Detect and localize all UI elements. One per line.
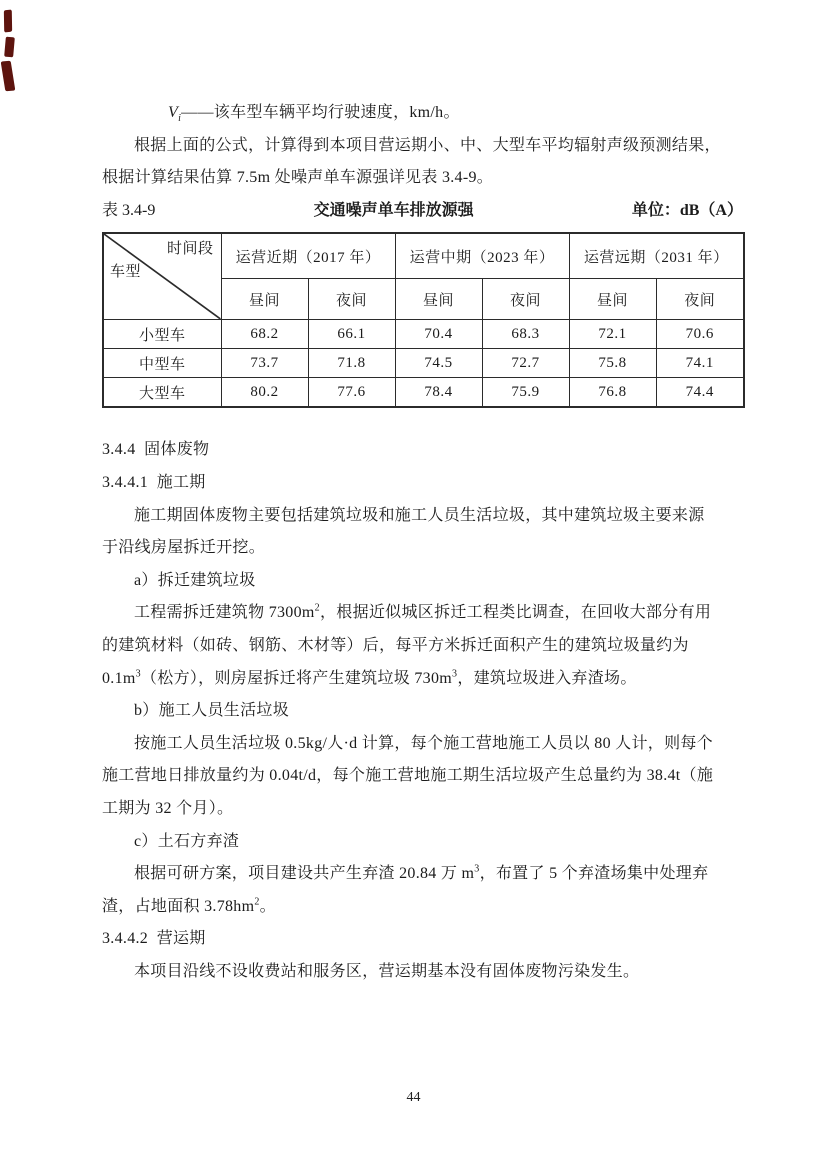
scan-artifact-marks: [0, 0, 20, 100]
item-c-heading: c）土石方弃渣: [134, 832, 240, 850]
row-label: 大型车: [103, 378, 221, 408]
intro-line-1: 根据上面的公式，计算得到本项目营运期小、中、大型车平均辐射声级预测结果，: [134, 136, 721, 154]
subheader-night: 夜间: [656, 279, 744, 320]
item-b-line-3: 工期为 32 个月）。: [102, 799, 234, 817]
cell-value: 77.6: [308, 378, 395, 408]
scan-artifact-mark: [1, 61, 16, 91]
table-caption: [102, 195, 743, 228]
cell-value: 70.6: [656, 320, 744, 349]
cell-value: 75.8: [569, 349, 656, 378]
table-label: 表 3.4-9: [102, 201, 156, 219]
subheader-night: 夜间: [308, 279, 395, 320]
section-heading-3-4-4: 3.4.4 固体废物: [102, 441, 210, 459]
construction-waste-line-2: 于沿线房屋拆迁开挖。: [102, 539, 266, 557]
operation-period-line: 本项目沿线不设收费站和服务区，营运期基本没有固体废物污染发生。: [134, 962, 640, 980]
cell-value: 71.8: [308, 349, 395, 378]
cell-value: 68.2: [221, 320, 308, 349]
table-corner-cell: [103, 233, 221, 320]
item-a-line-3: $0.1m^3$（松方），则房屋拆迁将产生建筑垃圾 $730m^3$，建筑垃圾进入弃渣场。: [102, 668, 637, 687]
page-number: 44: [406, 1090, 421, 1105]
section-heading-3-4-4-1: 3.4.4.1 施工期: [102, 473, 206, 491]
noise-emission-table: [102, 232, 745, 408]
subheader-day: 昼间: [395, 279, 482, 320]
cell-value: 74.4: [656, 378, 744, 408]
subheader-day: 昼间: [221, 279, 308, 320]
intro-line-2: 根据计算结果估算 7.5m 处噪声单车源强详见表 3.4-9。: [102, 169, 494, 187]
row-label: 中型车: [103, 349, 221, 378]
item-c-line-1: 根据可研方案，项目建设共产生弃渣 20.84 万 $m^3$，布置了 5 个弃渣场集中处理弃: [134, 863, 709, 883]
table-row-large-vehicle: [103, 378, 744, 408]
table-title: 交通噪声单车排放源强: [313, 201, 474, 219]
corner-label-time: 时间段: [166, 241, 214, 258]
formula-variable-note: $V_i——$该车型车辆平均行驶速度，km/h。: [168, 104, 460, 125]
cell-value: 72.1: [569, 320, 656, 349]
scan-artifact-mark: [4, 9, 12, 32]
item-b-line-2: 施工营地日排放量约为 0.04t/d，每个施工营地施工期生活垃圾产生总量约为 38.4t（施: [102, 767, 714, 785]
table-header-periods: [103, 233, 744, 278]
cell-value: 74.5: [395, 349, 482, 378]
page-content: [102, 0, 743, 988]
cell-value: 80.2: [221, 378, 308, 408]
item-a-heading: a）拆迁建筑垃圾: [134, 571, 256, 589]
period-header: 运营近期（2017 年）: [221, 233, 395, 278]
item-a-line-2: 的建筑材料（如砖、钢筋、木材等）后，每平方米拆迁面积产生的建筑垃圾量约为: [102, 636, 689, 654]
item-b-line-1: 按施工人员生活垃圾 0.5kg/人·d 计算，每个施工营地施工人员以 80 人计，则每个: [134, 734, 713, 752]
period-header: 运营中期（2023 年）: [395, 233, 569, 278]
construction-waste-line-1: 施工期固体废物主要包括建筑垃圾和施工人员生活垃圾，其中建筑垃圾主要来源: [134, 506, 705, 524]
scan-artifact-mark: [4, 37, 15, 58]
cell-value: 70.4: [395, 320, 482, 349]
item-c-line-2: 渣，占地面积 $3.78hm^2$。: [102, 896, 276, 915]
section-heading-3-4-4-2: 3.4.4.2 营运期: [102, 930, 206, 948]
table-unit-label: 单位：dB（A）: [631, 201, 743, 219]
cell-value: 73.7: [221, 349, 308, 378]
cell-value: 68.3: [482, 320, 569, 349]
subheader-night: 夜间: [482, 279, 569, 320]
row-label: 小型车: [103, 320, 221, 349]
cell-value: 66.1: [308, 320, 395, 349]
cell-value: 75.9: [482, 378, 569, 408]
cell-value: 78.4: [395, 378, 482, 408]
cell-value: 74.1: [656, 349, 744, 378]
cell-value: 72.7: [482, 349, 569, 378]
period-header: 运营远期（2031 年）: [569, 233, 744, 278]
table-row-medium-vehicle: [103, 349, 744, 378]
corner-label-vehicle: 车型: [110, 264, 142, 281]
table-row-small-vehicle: [103, 320, 744, 349]
item-b-heading: b）施工人员生活垃圾: [134, 702, 290, 720]
cell-value: 76.8: [569, 378, 656, 408]
item-a-line-1: 工程需拆迁建筑物 $7300m^2$，根据近似城区拆迁工程类比调查，在回收大部分有用: [134, 603, 712, 622]
subheader-day: 昼间: [569, 279, 656, 320]
